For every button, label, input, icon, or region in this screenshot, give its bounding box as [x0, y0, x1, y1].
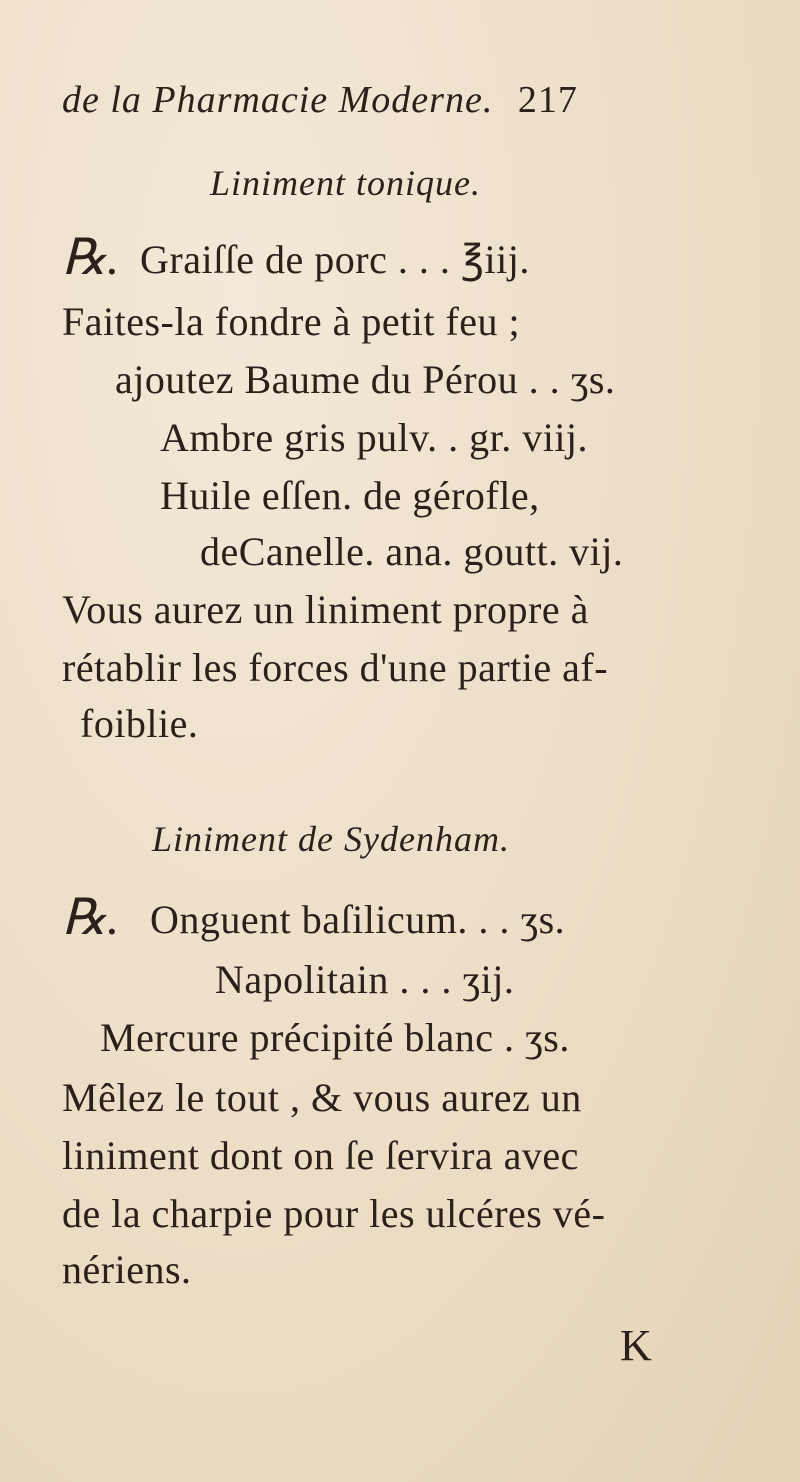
body-line: Mêlez le tout , & vous aurez un — [62, 1075, 582, 1120]
recipe-line: Onguent baſilicum. . . ʒs. — [150, 897, 566, 942]
body-line: de la charpie pour les ulcéres vé- — [62, 1191, 606, 1236]
body-line: rétablir les forces d'une partie af- — [62, 645, 609, 690]
recipe-line: Graiſſe de porc . . . ℥iij. — [140, 237, 530, 282]
recipe-line: Ambre gris pulv. . gr. viij. — [160, 415, 589, 460]
body-line: liniment dont on ſe ſervira avec — [62, 1133, 579, 1178]
section-title-liniment-de-sydenham: Liniment de Sydenham. — [152, 819, 510, 859]
section-title-liniment-tonique: Liniment tonique. — [210, 163, 481, 203]
recipe-line: ajoutez Baume du Pérou . . ʒs. — [115, 357, 616, 402]
recipe-line: deCanelle. ana. goutt. vij. — [200, 529, 624, 574]
recipe-line: Faites-la fondre à petit feu ; — [62, 299, 521, 344]
signature-mark: K — [620, 1321, 652, 1370]
recipe-line: Napolitain . . . ʒij. — [215, 957, 515, 1002]
running-head-title: de la Pharmacie Moderne. — [62, 79, 494, 121]
running-head — [62, 78, 702, 122]
recipe-symbol: ℞. — [62, 889, 120, 945]
body-line: nériens. — [62, 1247, 192, 1292]
recipe-line: Huile eſſen. de gérofle, — [160, 473, 540, 518]
recipe-symbol: ℞. — [62, 229, 120, 285]
page-number: 217 — [517, 79, 578, 121]
body-line: foiblie. — [80, 701, 199, 746]
body-line: Vous aurez un liniment propre à — [62, 587, 589, 632]
recipe-line: Mercure précipité blanc . ʒs. — [100, 1015, 570, 1060]
